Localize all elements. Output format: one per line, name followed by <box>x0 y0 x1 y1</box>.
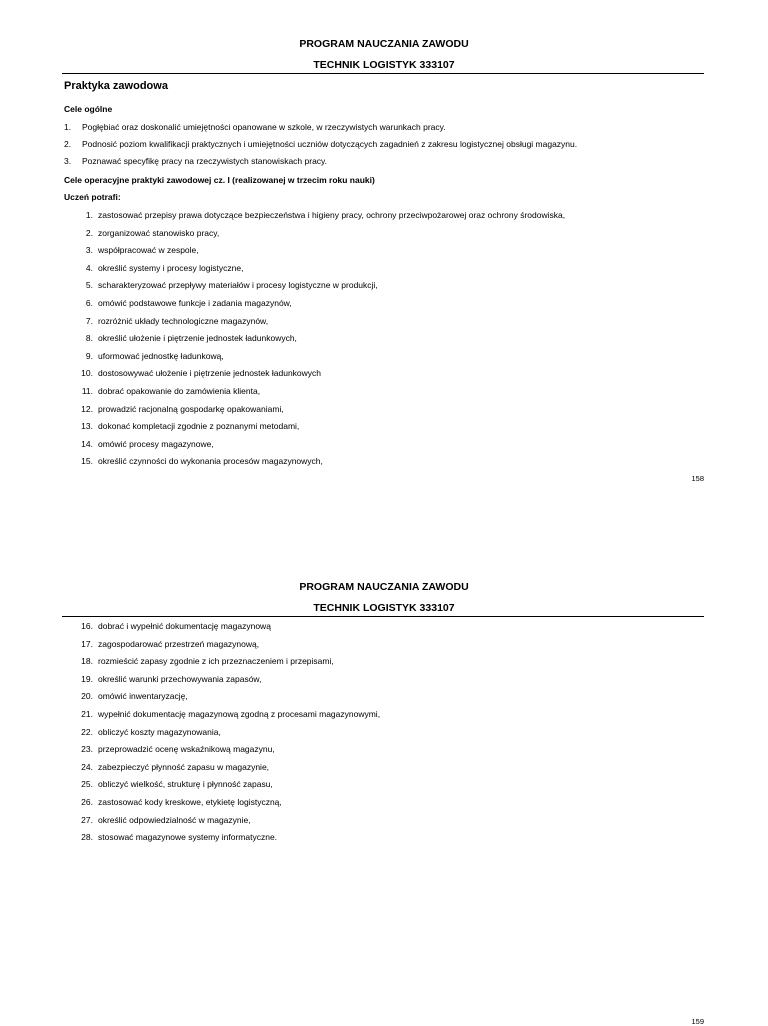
list-item-text: Podnosić poziom kwalifikacji praktycznych i umiejętności uczniów dotyczących zagadnień z zakresu logistycznej obsługi magazynu. <box>82 139 578 149</box>
list-item-number: 1. <box>64 122 72 132</box>
list-item-number: 27. <box>81 814 93 825</box>
list-item-number: 18. <box>81 656 93 667</box>
list-item-text: scharakteryzować przepływy materiałów i procesy logistyczne w produkcji, <box>98 280 378 291</box>
list-item-number: 19. <box>81 673 93 684</box>
list-item-number: 15. <box>81 456 93 467</box>
list-item-text: Poznawać specyfikę pracy na rzeczywistych stanowiskach pracy. <box>82 156 328 166</box>
list-item-text: obliczyć wielkość, strukturę i płynność zapasu, <box>98 779 273 790</box>
list-item-text: dobrać opakowanie do zamówienia klienta, <box>98 386 261 396</box>
list-item-text: zastosować przepisy prawa dotyczące bezpieczeństwa i higieny pracy, ochrony przeciwpożarowej oraz ochrony środowiska, <box>98 210 566 220</box>
list-item-text: rozmieścić zapasy zgodnie z ich przeznaczeniem i przepisami, <box>98 656 334 667</box>
list-item-number: 23. <box>81 744 93 755</box>
list-item-number: 3. <box>85 245 93 256</box>
list-item-number: 9. <box>85 350 93 361</box>
list-item-text: omówić procesy magazynowe, <box>98 438 214 449</box>
list-item-text: dobrać i wypełnić dokumentację magazynową <box>98 621 271 631</box>
list-item-text: wypełnić dokumentację magazynową zgodną z procesami magazynowymi, <box>98 709 381 719</box>
list-item-text: Pogłębiać oraz doskonalić umiejętności opanowane w szkole, w rzeczywistych warunkach pracy. <box>82 122 446 132</box>
list-item-number: 11. <box>81 386 93 396</box>
list-item-text: uformować jednostkę ładunkową, <box>98 350 224 361</box>
operational-goals-heading: Cele operacyjne praktyki zawodowej cz. I (realizowanej w trzecim roku nauki) <box>64 175 375 185</box>
document-page-159 <box>0 500 768 1024</box>
section-title: Praktyka zawodowa <box>64 80 168 92</box>
general-goals-heading: Cele ogólne <box>64 104 113 114</box>
list-item-text: określić ułożenie i piętrzenie jednostek ładunkowych, <box>98 333 297 344</box>
list-item-text: rozróżnić układy technologiczne magazynów, <box>98 315 269 326</box>
list-item-number: 22. <box>81 726 93 737</box>
list-item-text: określić czynności do wykonania procesów magazynowych, <box>98 456 323 467</box>
list-item-number: 1. <box>85 210 93 220</box>
list-item-number: 20. <box>81 691 93 702</box>
list-item-number: 14. <box>81 438 93 449</box>
list-item-number: 26. <box>81 797 93 807</box>
list-item-number: 7. <box>85 315 93 326</box>
list-item-text: określić warunki przechowywania zapasów, <box>98 673 262 684</box>
list-item-number: 13. <box>81 421 93 432</box>
list-item-number: 2. <box>64 139 72 149</box>
page-number: 159 <box>691 1017 704 1026</box>
list-item-text: stosować magazynowe systemy informatyczne. <box>98 832 278 843</box>
profession-title: TECHNIK LOGISTYK 333107 <box>313 602 455 614</box>
list-item-text: określić odpowiedzialność w magazynie, <box>98 814 251 825</box>
list-item-number: 21. <box>81 709 93 719</box>
list-item-number: 6. <box>85 298 93 308</box>
header-rule <box>62 616 704 617</box>
page-number: 158 <box>691 474 704 483</box>
list-item-number: 8. <box>85 333 93 344</box>
list-item-text: przeprowadzić ocenę wskaźnikową magazynu, <box>98 744 275 755</box>
list-item-text: określić systemy i procesy logistyczne, <box>98 262 244 273</box>
list-item-text: dostosowywać ułożenie i piętrzenie jednostek ładunkowych <box>98 368 322 379</box>
list-item-text: zastosować kody kreskowe, etykietę logistyczną, <box>98 797 282 807</box>
list-item-number: 5. <box>85 280 93 291</box>
list-item-number: 17. <box>81 638 93 649</box>
list-item-text: obliczyć koszty magazynowania, <box>98 726 221 737</box>
header-rule <box>62 73 704 74</box>
list-item-text: współpracować w zespole, <box>98 245 199 256</box>
list-item-number: 16. <box>81 621 93 631</box>
document-page-158 <box>0 0 768 500</box>
list-item-number: 10. <box>81 368 93 379</box>
list-item-text: omówić inwentaryzację, <box>98 691 188 702</box>
list-item-number: 12. <box>81 403 93 414</box>
list-item-text: zorganizować stanowisko pracy, <box>98 227 220 238</box>
profession-title: TECHNIK LOGISTYK 333107 <box>313 59 455 71</box>
program-title: PROGRAM NAUCZANIA ZAWODU <box>299 581 469 593</box>
list-item-number: 4. <box>85 262 93 273</box>
list-item-text: omówić podstawowe funkcje i zadania magazynów, <box>98 298 292 308</box>
list-item-text: zabezpieczyć płynność zapasu w magazynie, <box>98 761 270 772</box>
operational-goals-subheading: Uczeń potrafi: <box>64 192 121 202</box>
list-item-text: prowadzić racjonalną gospodarkę opakowaniami, <box>98 403 284 414</box>
list-item-number: 2. <box>85 227 93 238</box>
list-item-number: 28. <box>81 832 93 843</box>
list-item-number: 25. <box>81 779 93 790</box>
list-item-number: 24. <box>81 761 93 772</box>
list-item-text: zagospodarować przestrzeń magazynową, <box>98 638 260 649</box>
list-item-number: 3. <box>64 156 72 166</box>
program-title: PROGRAM NAUCZANIA ZAWODU <box>299 38 469 50</box>
list-item-text: dokonać kompletacji zgodnie z poznanymi metodami, <box>98 421 300 432</box>
